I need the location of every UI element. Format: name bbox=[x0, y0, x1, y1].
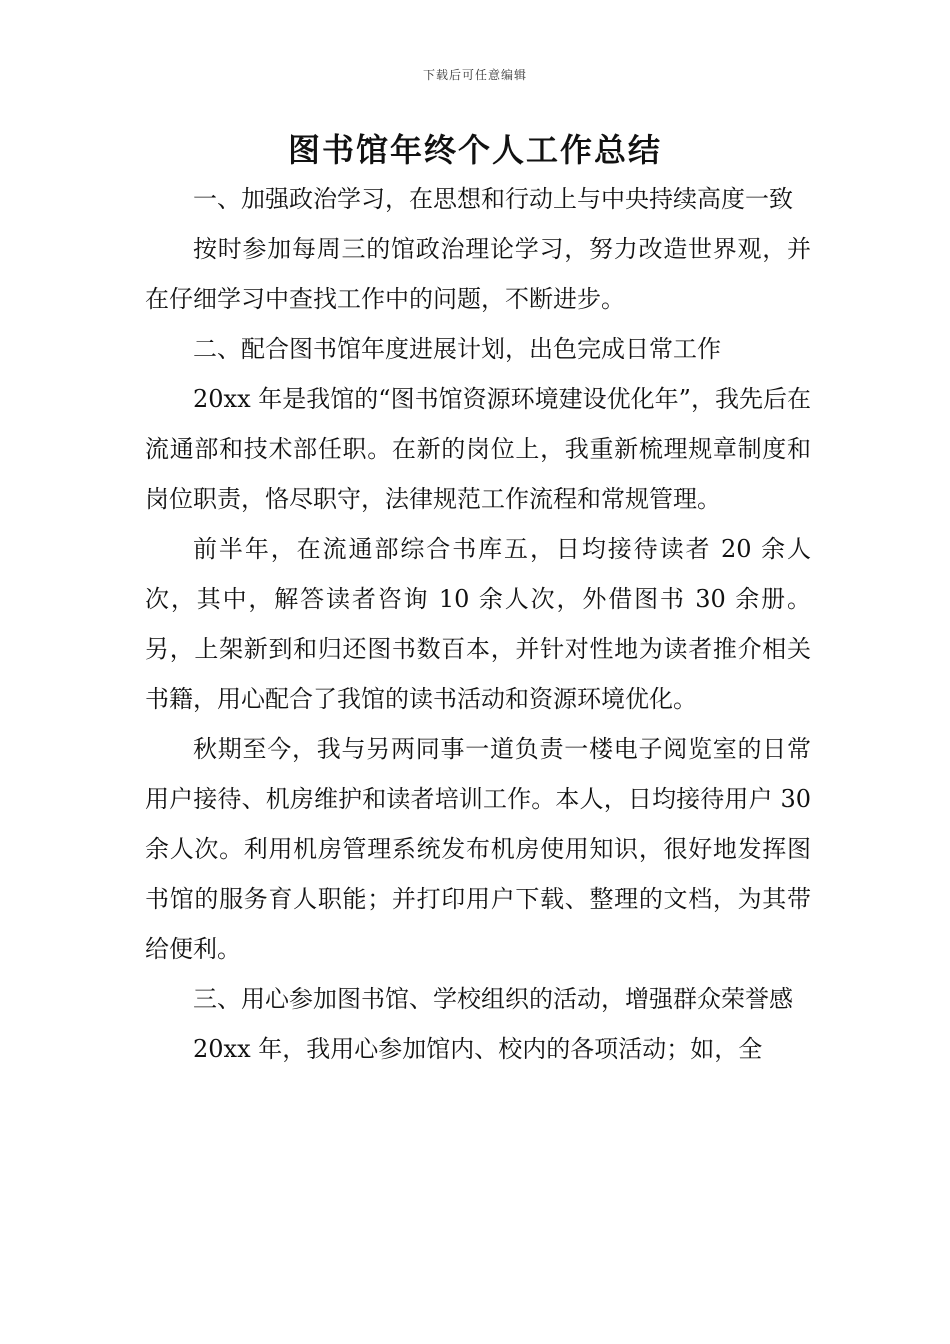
section-heading-3: 三、用心参加图书馆、学校组织的活动，增强群众荣誉感 bbox=[193, 985, 793, 1013]
section-heading-1: 一、加强政治学习，在思想和行动上与中央持续高度一致 bbox=[193, 185, 793, 213]
paragraph: 20xx 年是我馆的“图书馆资源环境建设优化年”，我先后在流通部和技术部任职。在新的岗位上，我重新梳理规章制度和岗位职责，恪尽职守，法律规范工作流程和常规管理。 bbox=[145, 385, 811, 513]
paragraph: 秋期至今，我与另两同事一道负责一楼电子阅览室的日常用户接待、机房维护和读者培训工作。本人，日均接待用户 30 余人次。利用机房管理系统发布机房使用知识，很好地发挥图书馆的服务育人职能；并打印用户下载、整理的文档，为其带给便利。 bbox=[145, 735, 811, 963]
paragraph: 前半年，在流通部综合书库五，日均接待读者 20 余人次，其中，解答读者咨询 10 余人次，外借图书 30 余册。另，上架新到和归还图书数百本，并针对性地为读者推介相关书籍，用心配合了我馆的读书活动和资源环境优化。 bbox=[145, 535, 811, 713]
paragraph: 20xx 年，我用心参加馆内、校内的各项活动；如，全 bbox=[193, 1035, 763, 1063]
header-note: 下载后可任意编辑 bbox=[422, 68, 527, 82]
document-body bbox=[145, 174, 811, 1074]
paragraph: 按时参加每周三的馆政治理论学习，努力改造世界观，并在仔细学习中查找工作中的问题，不断进步。 bbox=[145, 235, 811, 313]
document-title: 图书馆年终个人工作总结 bbox=[287, 131, 662, 169]
section-heading-2: 二、配合图书馆年度进展计划，出色完成日常工作 bbox=[193, 335, 721, 363]
